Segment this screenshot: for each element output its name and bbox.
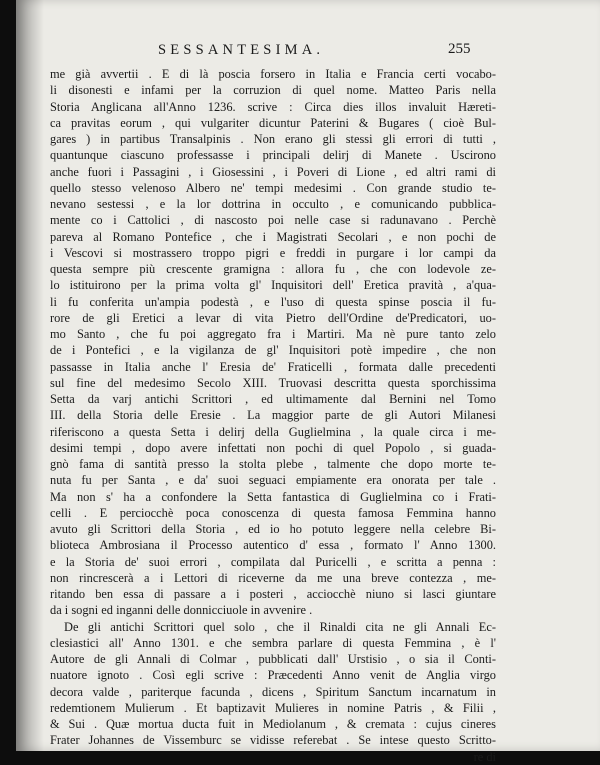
text-line: De gli antichi Scrittori quel solo , che il Rinaldi cita ne gli Annali Ec- xyxy=(64,619,496,634)
text-line: Autore de gli Annali di Colmar , pubblicati dall' Urstisio , o sia il Conti- xyxy=(50,652,496,666)
page-header xyxy=(16,42,600,64)
book-page xyxy=(16,0,600,764)
text-line: nuatore ignoto . Così egli scrive : Præcedenti Anno venit de Anglia virgo xyxy=(50,668,496,683)
text-line: celli . E perciocchè poca conoscenza di questa famosa Femmina hanno xyxy=(50,505,496,520)
text-line: Ma non s' ha a confondere la Setta fantastica di Guglielmina co i Frati- xyxy=(50,489,496,504)
text-line: passasse in Italia anche l' Eresia de' Fraticelli , formata dalle precedenti xyxy=(50,359,496,374)
text-line: quantunque ciascuno professasse i principali delirj di Manete . Uscirono xyxy=(50,148,496,163)
text-line: i Vescovi si mostrassero troppo pigri e freddi in purgare i lor campi da xyxy=(50,245,496,260)
catchword: re di xyxy=(473,749,496,764)
text-line: redemtionem Mulierum . Et baptizavit Mulieres in nomine Patris , & Filii , xyxy=(50,700,496,715)
text-line: avuto gli Scrittori della Storia , ed io ho potuto leggere nella celebre Bi- xyxy=(50,522,496,536)
text-line: li disonesti e infami per la corruzion di quel nome. Matteo Paris nella xyxy=(50,83,496,98)
text-line: blioteca Ambrosiana il Processo autentico d' essa , formato l' Anno 1300. xyxy=(50,538,496,553)
text-line: gnò fama di santità presso la stolta plebe , talmente che dopo morte te- xyxy=(50,457,496,471)
gutter-shadow xyxy=(16,0,44,751)
text-line: anche fuori i Passagini , i Giosessini , i Poveri di Lione , ed altri rami di xyxy=(50,164,496,179)
text-line: clesiastici all' Anno 1301. e che sembra parlare di questa Femmina , è l' xyxy=(50,635,496,650)
text-line: questa sempre più crescente gramigna : allora fu , che con lodevole ze- xyxy=(50,262,496,276)
text-line: desimi tempi , dopo avere infettati non pochi di quel Popolo , si guada- xyxy=(50,440,496,455)
text-line: Frater Johannes de Vissemburc se vidisse referebat . Se intese questo Scritto- xyxy=(50,733,496,748)
text-line: riferiscono a questa Setta i delirj della Guglielmina , la quale circa i me- xyxy=(50,424,496,439)
text-line: li fu conferita un'ampia podestà , e l'uso di questa spinse poscia il fu- xyxy=(50,294,496,309)
text-line: nevano sestessi , e la lor dottrina in occulto , e comunicando pubblica- xyxy=(50,197,496,211)
text-line: III. della Storia delle Eresie . La maggior parte de gli Autori Milanesi xyxy=(50,408,496,423)
text-line: gares ) in partibus Transalpinis . Non erano gli stessi gli errori di tutti , xyxy=(50,132,496,146)
text-line: ritando ben essa di passare a i posteri , acciocchè niuno si lasci giuntare xyxy=(50,587,496,601)
text-line: ca pravitas eorum , qui vulgariter dicuntur Paterini & Bugares ( cioè Bul- xyxy=(50,115,496,130)
text-line: pareva al Romano Pontefice , che i Magistrati Secolari , e non pochi de xyxy=(50,229,496,244)
text-line: mente co i Cattolici , di nascosto poi nelle case si radunavano . Perchè xyxy=(50,213,496,228)
text-line: & Sui . Quæ mortua ducta fuit in Mediolanum , & cremata : cujus cineres xyxy=(50,717,496,731)
text-line: mo Santo , che fu poi aggregato fra i Martiri. Ma nè pure tanto zelo xyxy=(50,327,496,341)
text-line: sul fine del medesimo Secolo XIII. Truovasi descritta questa sporchissima xyxy=(50,375,496,390)
page-number: 255 xyxy=(448,41,471,57)
text-line: Storia Anglicana all'Anno 1236. scrive : Circa dies illos invaluit Hæreti- xyxy=(50,99,496,114)
body-text xyxy=(50,66,496,765)
running-head: SESSANTESIMA. xyxy=(158,42,325,58)
text-line: rore de gli Eretici a levar di vita Pietro dell'Ordine de'Predicatori, uo- xyxy=(50,310,496,325)
text-line: quello stesso velenoso Albero ne' tempi medesimi . Con grande studio te- xyxy=(50,180,496,195)
text-line: lo istituirono per la prima volta gl' Inquisitori dell' Eretica pravità , a'qua- xyxy=(50,278,496,293)
text-line: non rincrescerà a i Lettori di riceverne da me una breve contezza , me- xyxy=(50,570,496,585)
text-line: Setta da varj antichi Scrittori , ed ultimamente dal Bernini nel Tomo xyxy=(50,392,496,406)
text-line: da i sogni ed inganni delle donnicciuole in avvenire . xyxy=(50,603,313,618)
text-line: e la Storia de' suoi errori , compilata dal Puricelli , e scritta a penna : xyxy=(50,554,496,569)
text-line: de i Pontefici , e la vigilanza de gl' Inquisitori potè impedire , che non xyxy=(50,343,496,358)
text-line: decora valde , pariterque facunda , dicens , Spiritum Sanctum incarnatum in xyxy=(50,684,496,699)
text-line: nuta fu per Santa , e da' suoi seguaci empiamente era onorata per tale . xyxy=(50,473,496,488)
text-line: me già avvertii . E di là poscia forsero in Italia e Francia certi vocabo- xyxy=(50,67,496,81)
